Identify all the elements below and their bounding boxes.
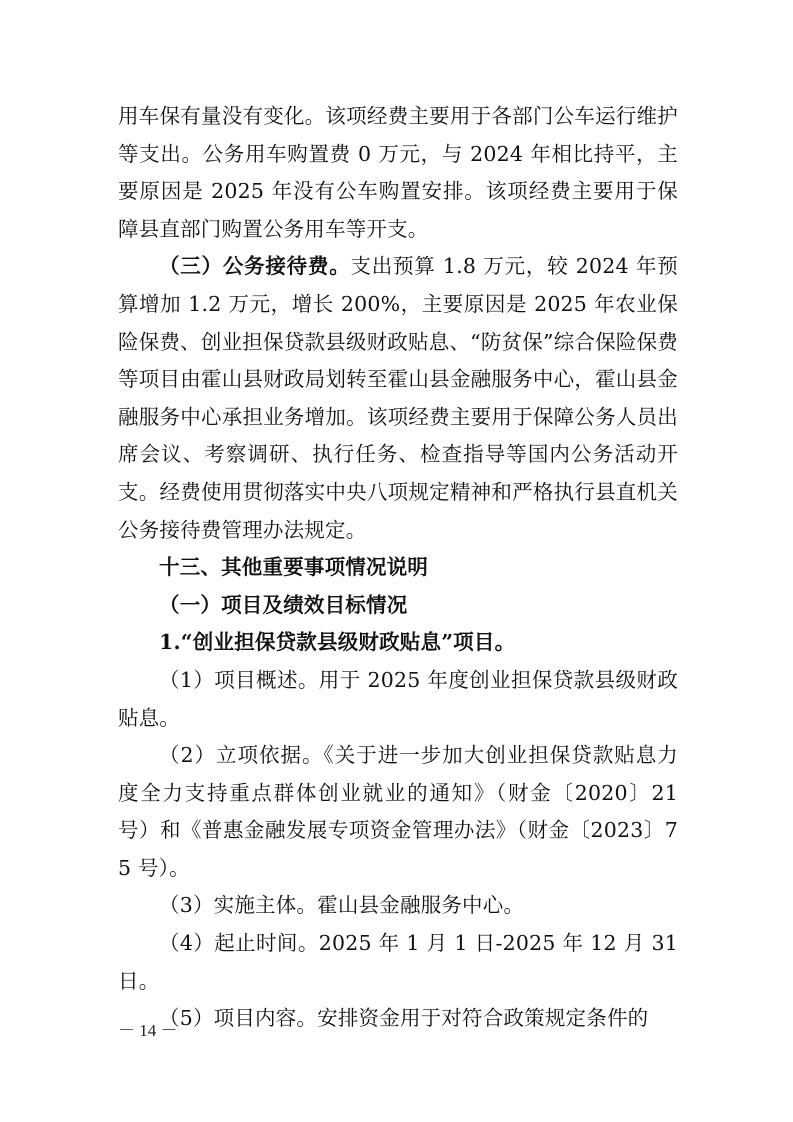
section-13-heading: 十三、其他重要事项情况说明 (159, 555, 429, 580)
paragraph-project-content: （5）项目内容。安排资金用于对符合政策规定条件的 (159, 1006, 649, 1031)
paragraph-project-basis: （2）立项依据。《关于进一步加大创业担保贷款贴息力度全力支持重点群体创业就业的通知》（财金〔2020〕21 号）和《普惠金融发展专项资金管理办法》（财金〔2023〕75 号）。 (118, 743, 678, 880)
paragraph-reception-expenses (118, 248, 678, 549)
paragraph-project-overview: （1）项目概述。用于 2025 年度创业担保贷款县级财政贴息。 (118, 667, 678, 730)
paragraph-project-period: （4）起止时间。2025 年 1 月 1 日-2025 年 12 月 31 日。 (118, 931, 678, 993)
project-1-heading: 1.“创业担保贷款县级财政贴息”项目。 (159, 630, 516, 655)
document-body (118, 98, 678, 1038)
reception-expenses-heading: （三）公务接待费。 (159, 254, 351, 279)
page-number: － 14 － (118, 1021, 178, 1040)
paragraph-implementing-body: （3）实施主体。霍山县金融服务中心。 (159, 893, 525, 918)
reception-expenses-body: 支出预算 1.8 万元，较 2024 年预算增加 1.2 万元，增长 200%，主要原因是 2025 年农业保险保费、创业担保贷款县级财政贴息、“防贫保”综合保险保费等项目由霍山县财政局划转至霍山县金融服务中心，霍山县金融服务中心承担业务增加。该项经费主要用于保障公务人员出席会议、考察调研、执行任务、检查指导等国内公务活动开支。经费使用贯彻落实中央八项规定精神和严格执行县直机关公务接待费管理办法规定。 (118, 254, 678, 542)
paragraph-vehicle-expenses: 用车保有量没有变化。该项经费主要用于各部门公车运行维护等支出。公务用车购置费 0 万元，与 2024 年相比持平，主要原因是 2025 年没有公车购置安排。该项经费主要用于保障县直部门购置公务用车等开支。 (118, 104, 678, 241)
section-13-1-heading: （一）项目及绩效目标情况 (159, 592, 408, 617)
